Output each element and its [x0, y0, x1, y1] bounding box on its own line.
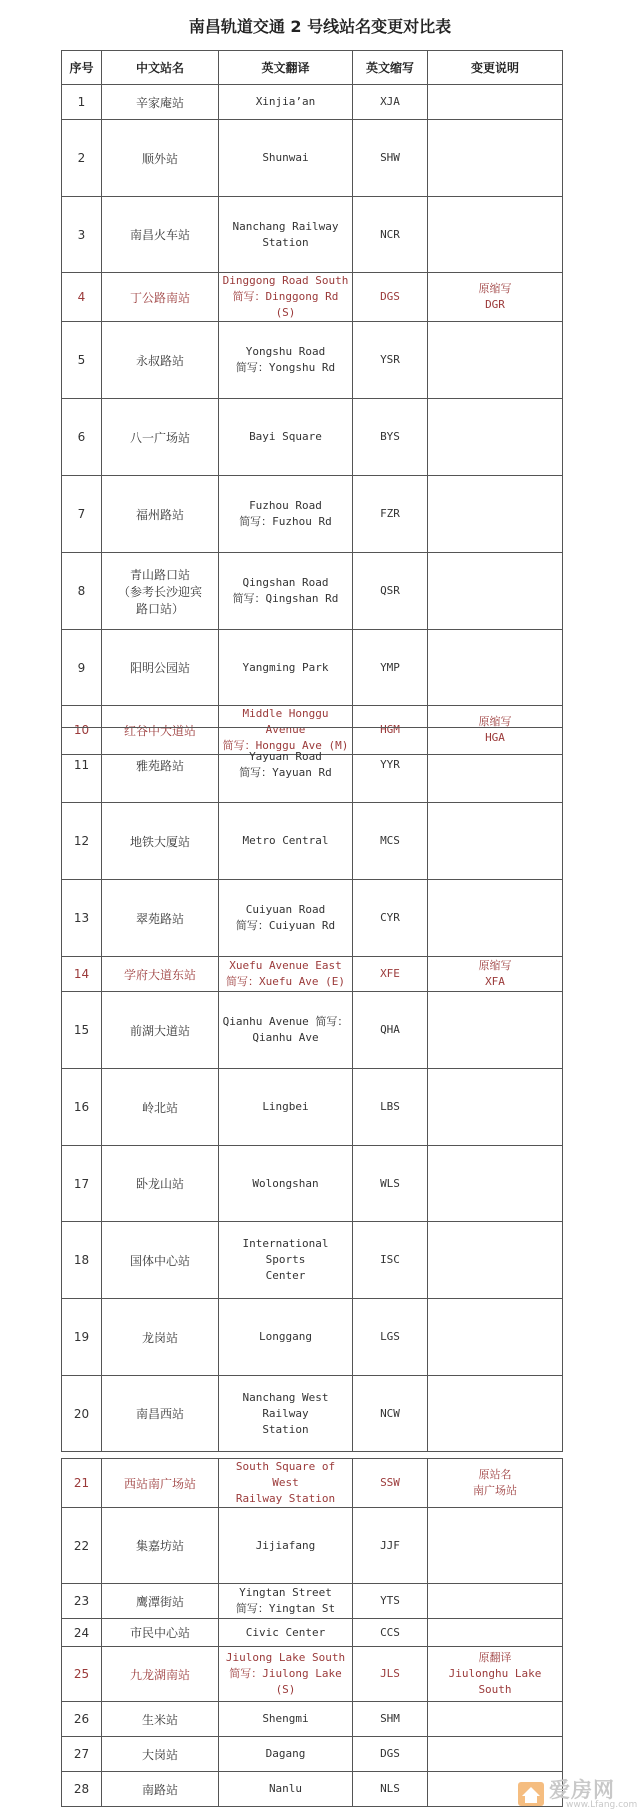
cell-english-abbr: SHM — [353, 1702, 428, 1737]
cell-index: 8 — [62, 553, 102, 630]
watermark-url: www.Lfang.com — [566, 1800, 638, 1810]
cell-english-translation-line: 简写：Honggu Ave (M) — [222, 739, 349, 752]
cell-english-abbr: WLS — [353, 1146, 428, 1222]
cell-index: 23 — [62, 1584, 102, 1619]
cell-chinese-name — [102, 1702, 219, 1737]
cell-english-translation — [219, 1376, 353, 1452]
cell-change-note — [428, 992, 563, 1069]
cell-english-translation-line: Yayuan Road — [249, 750, 322, 763]
cell-english-translation-line: Qingshan Road — [242, 576, 329, 589]
cell-english-translation-line: Yingtan Street — [239, 1586, 332, 1599]
cell-chinese-name-line: 南路站 — [141, 1782, 178, 1797]
cell-english-translation-line: 简写：Xuefu Ave (E) — [225, 975, 346, 988]
table-row — [62, 957, 563, 992]
cell-change-note — [428, 476, 563, 553]
cell-index: 24 — [62, 1619, 102, 1647]
cell-chinese-name — [102, 1069, 219, 1146]
cell-change-note-line: 原缩写 — [478, 959, 512, 972]
cell-chinese-name-line: 市民中心站 — [129, 1626, 190, 1640]
cell-index: 15 — [62, 992, 102, 1069]
cell-chinese-name — [102, 1146, 219, 1222]
header-english-abbr: 英文缩写 — [353, 51, 428, 85]
cell-english-translation — [219, 728, 353, 803]
cell-english-translation-line: Jijiafang — [255, 1538, 316, 1552]
cell-index: 21 — [62, 1459, 102, 1508]
table-header-row — [62, 51, 563, 85]
cell-change-note — [428, 120, 563, 197]
cell-chinese-name-line: 南昌火车站 — [129, 228, 190, 242]
cell-change-note — [428, 1376, 563, 1452]
page-title: 南昌轨道交通 2 号线站名变更对比表 — [188, 17, 452, 36]
cell-chinese-name-line: 岭北站 — [141, 1100, 178, 1115]
table-row — [62, 992, 563, 1069]
cell-english-translation — [219, 630, 353, 706]
cell-english-translation-line: International Sports — [242, 1237, 329, 1266]
cell-change-note-line: South — [478, 1683, 512, 1696]
cell-english-translation — [219, 553, 353, 630]
cell-chinese-name-line: 路口站） — [135, 601, 184, 616]
cell-chinese-name-line: 福州路站 — [135, 507, 184, 522]
cell-chinese-name — [102, 476, 219, 553]
cell-chinese-name — [102, 1737, 219, 1772]
cell-change-note-line: 南广场站 — [473, 1484, 517, 1497]
cell-english-abbr: YYR — [353, 728, 428, 803]
cell-change-note — [428, 1737, 563, 1772]
cell-chinese-name-line: 卧龙山站 — [135, 1177, 184, 1191]
cell-change-note — [428, 1222, 563, 1299]
cell-english-translation-line: 简写：Yongshu Rd — [235, 361, 336, 374]
cell-english-translation-line: Nanchang West Railway — [242, 1390, 329, 1420]
cell-change-note-line: 原缩写 — [478, 282, 512, 295]
cell-english-translation — [219, 1619, 353, 1647]
cell-index: 19 — [62, 1299, 102, 1376]
cell-english-translation — [219, 1647, 353, 1702]
cell-english-abbr: CCS — [353, 1619, 428, 1647]
cell-change-note-line: 原翻译 — [478, 1651, 512, 1664]
table-segment — [61, 50, 563, 755]
cell-english-translation — [219, 1222, 353, 1299]
cell-english-translation-line: Center — [265, 1269, 306, 1282]
cell-index: 14 — [62, 957, 102, 992]
cell-english-translation-line: Longgang — [259, 1330, 312, 1343]
cell-english-translation-line: Station — [262, 235, 309, 249]
cell-change-note — [428, 1584, 563, 1619]
table-row — [62, 1459, 563, 1508]
cell-english-abbr: NCR — [353, 197, 428, 273]
cell-english-abbr: HGM — [353, 706, 428, 755]
cell-chinese-name-line: 西站南广场站 — [123, 1476, 196, 1491]
cell-chinese-name-line: 丁公路南站 — [129, 290, 190, 305]
cell-chinese-name-line: 青山路口站 — [129, 567, 190, 582]
table-row — [62, 728, 563, 803]
cell-english-translation-line: Shengmi — [262, 1712, 309, 1725]
cell-english-translation-line: 简写：Jiulong Lake (S) — [229, 1667, 342, 1696]
cell-english-translation — [219, 322, 353, 399]
cell-chinese-name-line: （参考长沙迎宾 — [117, 584, 202, 599]
cell-english-abbr: SSW — [353, 1459, 428, 1508]
cell-english-translation — [219, 957, 353, 992]
cell-chinese-name-line: 生米站 — [141, 1712, 178, 1727]
cell-chinese-name — [102, 1772, 219, 1807]
cell-chinese-name — [102, 728, 219, 803]
cell-index: 22 — [62, 1508, 102, 1584]
cell-english-translation-line: Shunwai — [262, 151, 309, 164]
cell-english-translation-line: 简写：Qingshan Rd — [232, 592, 339, 605]
cell-chinese-name-line: 鹰潭街站 — [135, 1594, 184, 1609]
table-row — [62, 553, 563, 630]
cell-english-abbr: QSR — [353, 553, 428, 630]
cell-english-abbr: QHA — [353, 992, 428, 1069]
table-row — [62, 1069, 563, 1146]
cell-english-translation-line: Qianhu Avenue 简写： — [222, 1015, 349, 1028]
table-row — [62, 1772, 563, 1807]
cell-chinese-name — [102, 85, 219, 120]
cell-english-abbr: XFE — [353, 957, 428, 992]
table-row — [62, 1584, 563, 1619]
cell-english-abbr: YMP — [353, 630, 428, 706]
cell-chinese-name — [102, 880, 219, 957]
header-english-translation: 英文翻译 — [219, 51, 353, 85]
cell-english-translation-line: Qianhu Ave — [252, 1031, 319, 1044]
cell-english-abbr: LBS — [353, 1069, 428, 1146]
cell-chinese-name-line: 永叔路站 — [135, 353, 184, 368]
cell-chinese-name — [102, 1222, 219, 1299]
cell-chinese-name-line: 前湖大道站 — [129, 1023, 190, 1038]
cell-english-abbr: YSR — [353, 322, 428, 399]
cell-english-translation-line: 简写：Fuzhou Rd — [239, 515, 332, 528]
cell-index: 27 — [62, 1737, 102, 1772]
table-row — [62, 85, 563, 120]
cell-index: 20 — [62, 1376, 102, 1452]
cell-english-translation — [219, 803, 353, 880]
cell-chinese-name — [102, 1299, 219, 1376]
cell-english-abbr: LGS — [353, 1299, 428, 1376]
cell-chinese-name-line: 地铁大厦站 — [129, 834, 190, 849]
cell-english-translation — [219, 120, 353, 197]
table-row — [62, 1647, 563, 1702]
cell-chinese-name-line: 九龙湖南站 — [129, 1667, 190, 1682]
cell-change-note — [428, 1647, 563, 1702]
cell-chinese-name — [102, 1376, 219, 1452]
cell-english-translation-line: 简写：Cuiyuan Rd — [235, 919, 336, 932]
cell-index: 12 — [62, 803, 102, 880]
cell-change-note — [428, 322, 563, 399]
cell-index: 10 — [62, 706, 102, 755]
cell-index: 17 — [62, 1146, 102, 1222]
cell-english-translation-line: Cuiyuan Road — [245, 903, 326, 916]
cell-change-note — [428, 273, 563, 322]
cell-chinese-name-line: 大岗站 — [141, 1747, 178, 1762]
watermark — [516, 1774, 640, 1811]
cell-change-note — [428, 1146, 563, 1222]
table-row — [62, 1702, 563, 1737]
cell-change-note-line: Jiulonghu Lake — [448, 1667, 542, 1680]
cell-english-translation — [219, 1737, 353, 1772]
cell-english-abbr: YTS — [353, 1584, 428, 1619]
cell-english-abbr: JJF — [353, 1508, 428, 1584]
table-row — [62, 1737, 563, 1772]
cell-english-abbr: MCS — [353, 803, 428, 880]
cell-chinese-name-line: 红谷中大道站 — [123, 723, 196, 738]
cell-change-note — [428, 1299, 563, 1376]
cell-english-translation — [219, 880, 353, 957]
table-row — [62, 273, 563, 322]
cell-change-note-line: XFA — [485, 975, 505, 988]
cell-english-translation — [219, 1299, 353, 1376]
cell-change-note — [428, 728, 563, 803]
cell-change-note — [428, 1619, 563, 1647]
cell-english-translation-line: Fuzhou Road — [249, 499, 322, 512]
watermark-text: 爱房网 — [549, 1778, 615, 1802]
cell-index: 2 — [62, 120, 102, 197]
cell-chinese-name — [102, 322, 219, 399]
table-row — [62, 630, 563, 706]
cell-english-translation-line: Middle Honggu Avenue — [242, 707, 329, 736]
cell-chinese-name — [102, 803, 219, 880]
cell-english-abbr: NLS — [353, 1772, 428, 1807]
cell-english-translation-line: Bayi Square — [249, 430, 322, 443]
cell-english-translation-line: Nanchang Railway — [232, 219, 339, 233]
table-row — [62, 880, 563, 957]
cell-english-translation-line: Jiulong Lake South — [225, 1651, 346, 1664]
header-change-note: 变更说明 — [428, 51, 563, 85]
cell-index: 28 — [62, 1772, 102, 1807]
cell-index: 4 — [62, 273, 102, 322]
cell-chinese-name — [102, 399, 219, 476]
cell-english-translation-line: Nanlu — [268, 1782, 303, 1795]
table-row — [62, 1222, 563, 1299]
cell-english-translation-line: 简写：Yayuan Rd — [239, 766, 332, 779]
table-row — [62, 476, 563, 553]
cell-english-translation-line: Wolongshan — [252, 1176, 319, 1190]
cell-change-note-line: DGR — [485, 298, 505, 311]
cell-index: 1 — [62, 85, 102, 120]
table-row — [62, 322, 563, 399]
cell-english-translation — [219, 85, 353, 120]
cell-index: 7 — [62, 476, 102, 553]
cell-chinese-name-line: 翠苑路站 — [135, 911, 184, 926]
table-row — [62, 399, 563, 476]
cell-change-note — [428, 957, 563, 992]
cell-english-abbr: DGS — [353, 273, 428, 322]
cell-change-note — [428, 1508, 563, 1584]
cell-change-note — [428, 1702, 563, 1737]
header-chinese-name: 中文站名 — [102, 51, 219, 85]
cell-english-translation-line: Civic Center — [245, 1625, 326, 1639]
table-row — [62, 1299, 563, 1376]
cell-index: 26 — [62, 1702, 102, 1737]
cell-chinese-name — [102, 1584, 219, 1619]
cell-english-translation-line: South Square of West — [235, 1460, 336, 1489]
cell-index: 5 — [62, 322, 102, 399]
cell-english-translation — [219, 399, 353, 476]
cell-chinese-name — [102, 1647, 219, 1702]
cell-change-note — [428, 630, 563, 706]
cell-change-note — [428, 803, 563, 880]
cell-english-abbr: DGS — [353, 1737, 428, 1772]
cell-english-translation-line: Dagang — [265, 1747, 306, 1760]
cell-english-abbr: XJA — [353, 85, 428, 120]
cell-english-abbr: SHW — [353, 120, 428, 197]
cell-index: 3 — [62, 197, 102, 273]
cell-chinese-name-line: 集嘉坊站 — [135, 1539, 184, 1553]
cell-english-translation — [219, 1459, 353, 1508]
cell-chinese-name-line: 龙岗站 — [141, 1330, 178, 1345]
cell-chinese-name — [102, 992, 219, 1069]
cell-index: 25 — [62, 1647, 102, 1702]
house-logo-icon — [516, 1778, 546, 1808]
table-row — [62, 1619, 563, 1647]
cell-english-translation — [219, 273, 353, 322]
header-index: 序号 — [62, 51, 102, 85]
cell-change-note — [428, 553, 563, 630]
cell-chinese-name — [102, 553, 219, 630]
cell-english-abbr: FZR — [353, 476, 428, 553]
cell-chinese-name — [102, 630, 219, 706]
cell-change-note-line: 原站名 — [478, 1468, 512, 1481]
cell-english-translation-line: Xuefu Avenue East — [229, 959, 342, 972]
cell-english-translation — [219, 197, 353, 273]
cell-english-abbr: ISC — [353, 1222, 428, 1299]
cell-index: 16 — [62, 1069, 102, 1146]
cell-chinese-name-line: 八一广场站 — [129, 430, 190, 445]
cell-change-note — [428, 399, 563, 476]
cell-change-note — [428, 197, 563, 273]
table-row — [62, 197, 563, 273]
cell-change-note-line: 原缩写 — [478, 715, 512, 728]
cell-english-abbr: BYS — [353, 399, 428, 476]
cell-chinese-name — [102, 273, 219, 322]
table-row — [62, 1508, 563, 1584]
table-segment — [61, 1458, 563, 1807]
cell-index: 11 — [62, 728, 102, 803]
cell-change-note — [428, 85, 563, 120]
cell-chinese-name — [102, 1459, 219, 1508]
cell-english-translation-line: Station — [262, 1422, 309, 1436]
cell-english-translation-line: 简写：Dinggong Rd (S) — [232, 290, 339, 319]
table-row — [62, 1146, 563, 1222]
cell-index: 18 — [62, 1222, 102, 1299]
cell-english-translation-line: Dinggong Road South — [222, 274, 349, 287]
cell-chinese-name-line: 阳明公园站 — [129, 661, 190, 675]
cell-english-translation-line: Yongshu Road — [245, 345, 326, 358]
cell-english-translation-line: Lingbei — [262, 1100, 309, 1113]
cell-english-translation — [219, 1069, 353, 1146]
cell-chinese-name-line: 辛家庵站 — [135, 95, 184, 110]
cell-chinese-name — [102, 957, 219, 992]
table-row — [62, 803, 563, 880]
cell-change-note — [428, 1459, 563, 1508]
cell-chinese-name — [102, 1619, 219, 1647]
cell-english-abbr: CYR — [353, 880, 428, 957]
table-row — [62, 1376, 563, 1452]
cell-chinese-name-line: 南昌西站 — [135, 1407, 184, 1421]
cell-chinese-name — [102, 1508, 219, 1584]
cell-english-translation-line: Xinjia’an — [255, 95, 316, 108]
cell-change-note — [428, 880, 563, 957]
cell-chinese-name-line: 学府大道东站 — [123, 967, 196, 982]
cell-english-translation — [219, 1146, 353, 1222]
cell-english-translation — [219, 1702, 353, 1737]
cell-english-translation — [219, 476, 353, 553]
cell-english-translation — [219, 1508, 353, 1584]
cell-change-note — [428, 1069, 563, 1146]
cell-chinese-name-line: 国体中心站 — [129, 1253, 190, 1268]
cell-change-note-line: HGA — [485, 731, 505, 744]
cell-index: 6 — [62, 399, 102, 476]
cell-english-translation-line: 简写：Yingtan St — [235, 1602, 336, 1615]
table-row — [62, 120, 563, 197]
cell-chinese-name — [102, 120, 219, 197]
cell-english-abbr: NCW — [353, 1376, 428, 1452]
cell-english-abbr: JLS — [353, 1647, 428, 1702]
cell-english-translation-line: Railway Station — [235, 1492, 336, 1505]
cell-english-translation — [219, 992, 353, 1069]
cell-index: 9 — [62, 630, 102, 706]
table-segment — [61, 727, 563, 1452]
cell-english-translation-line: Yangming Park — [242, 660, 329, 674]
cell-chinese-name-line: 雅苑路站 — [135, 758, 184, 773]
cell-index: 13 — [62, 880, 102, 957]
cell-english-translation — [219, 1584, 353, 1619]
cell-chinese-name — [102, 197, 219, 273]
cell-english-translation-line: Metro Central — [242, 834, 329, 847]
cell-english-translation — [219, 1772, 353, 1807]
cell-chinese-name-line: 顺外站 — [141, 151, 178, 166]
